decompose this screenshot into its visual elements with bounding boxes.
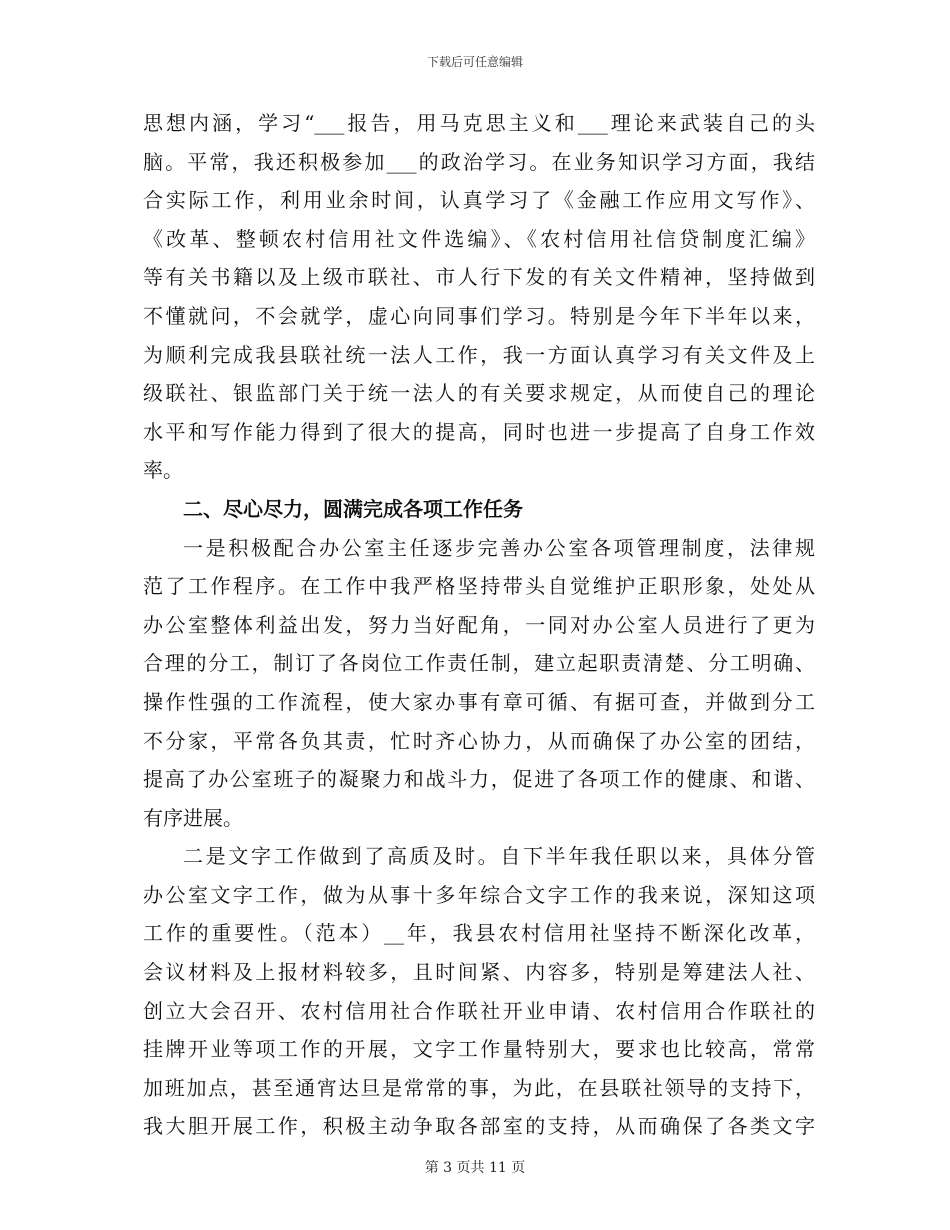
- text-line: 二是文字工作做到了高质及时。自下半年我任职以来，具体分管: [183, 844, 815, 869]
- text-line: 提高了办公室班子的凝聚力和战斗力，促进了各项工作的健康、和谐、: [143, 767, 815, 792]
- text-line: 工作的重要性。（范本）__年，我县农村信用社坚持不断深化改革，: [143, 921, 815, 946]
- text-line: 不懂就问，不会就学，虚心向同事们学习。特别是今年下半年以来，: [143, 303, 815, 328]
- text-line: 不分家，平常各负其责，忙时齐心协力，从而确保了办公室的团结，: [143, 728, 815, 753]
- text-line: 思想内涵，学习“___报告，用马克思主义和___理论来武装自己的头: [143, 111, 815, 135]
- text-line: 操作性强的工作流程，使大家办事有章可循、有据可查，并做到分工: [143, 689, 815, 714]
- text-line: 合理的分工，制订了各岗位工作责任制，建立起职责清楚、分工明确、: [143, 651, 815, 676]
- text-line: 一是积极配合办公室主任逐步完善办公室各项管理制度，法律规: [183, 535, 815, 560]
- text-line: 为顺利完成我县联社统一法人工作，我一方面认真学习有关文件及上: [143, 342, 815, 367]
- text-line: 等有关书籍以及上级市联社、市人行下发的有关文件精神，坚持做到: [143, 265, 815, 290]
- text-line: 办公室文字工作，做为从事十多年综合文字工作的我来说，深知这项: [143, 882, 815, 907]
- text-line: 脑。平常，我还积极参加___的政治学习。在业务知识学习方面，我结: [143, 149, 815, 174]
- text-line: 范了工作程序。在工作中我严格坚持带头自觉维护正职形象，处处从: [143, 574, 815, 599]
- text-line: 会议材料及上报材料较多，且时间紧、内容多，特别是筹建法人社、: [143, 960, 815, 985]
- text-line: 水平和写作能力得到了很大的提高，同时也进一步提高了自身工作效: [143, 419, 815, 444]
- text-line: 加班加点，甚至通宵达旦是常常的事，为此，在县联社领导的支持下，: [143, 1075, 815, 1100]
- text-line: 《改革、整顿农村信用社文件选编》、《农村信用社信贷制度汇编》: [143, 226, 815, 251]
- text-line: 创立大会召开、农村信用社合作联社开业申请、农村信用合作联社的: [143, 998, 815, 1023]
- text-line: 率。: [143, 458, 183, 483]
- text-line: 级联社、银监部门关于统一法人的有关要求规定，从而使自己的理论: [143, 381, 815, 406]
- text-line: 我大胆开展工作，积极主动争取各部室的支持，从而确保了各类文字: [143, 1114, 815, 1139]
- text-line: 合实际工作，利用业余时间，认真学习了《金融工作应用文写作》、: [143, 188, 815, 213]
- text-line: 办公室整体利益出发，努力当好配角，一同对办公室人员进行了更为: [143, 612, 815, 637]
- page-header: 下载后可任意编辑: [426, 55, 523, 69]
- text-line: 有序进展。: [143, 805, 243, 830]
- text-line: 挂牌开业等项工作的开展，文字工作量特别大，要求也比较高，常常: [143, 1037, 815, 1062]
- page-footer: 第 3 页共 11 页: [424, 1160, 526, 1176]
- document-body: [143, 104, 815, 1146]
- section-heading: 二、尽心尽力，圆满完成各项工作任务: [183, 496, 523, 521]
